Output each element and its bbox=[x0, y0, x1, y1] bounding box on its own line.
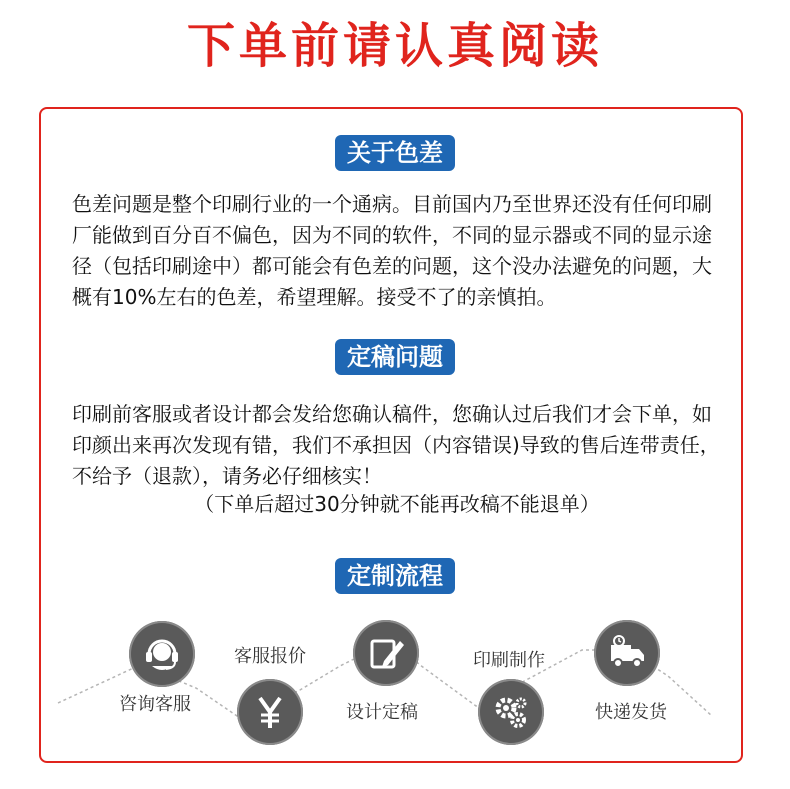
step-label-consult: 咨询客服 bbox=[119, 694, 191, 715]
section-heading-draft: 定稿问题 bbox=[335, 339, 455, 375]
delivery-truck-icon bbox=[594, 620, 660, 686]
edit-icon bbox=[353, 620, 419, 686]
page-title: 下单前请认真阅读 bbox=[186, 18, 603, 74]
draft-text: 印刷前客服或者设计都会发给您确认稿件，您确认过后我们才会下单，如印颜出来再次发现有错，我们不承担因（内容错误)导致的售后连带责任，不给予（退款），请务必仔细核实！ bbox=[72, 402, 720, 488]
section-heading-process: 定制流程 bbox=[335, 558, 455, 594]
step-label-ship: 快递发货 bbox=[595, 702, 667, 723]
draft-note: （下单后超过30分钟就不能再改稿不能退单） bbox=[194, 492, 600, 516]
step-label-print: 印刷制作 bbox=[473, 650, 545, 671]
gears-icon bbox=[478, 679, 544, 745]
headset-icon bbox=[129, 621, 195, 687]
yen-icon bbox=[237, 679, 303, 745]
step-label-design: 设计定稿 bbox=[346, 702, 418, 723]
step-label-quote: 客服报价 bbox=[234, 646, 306, 667]
color-diff-text: 色差问题是整个印刷行业的一个通病。目前国内乃至世界还没有任何印刷厂能做到百分百不偏色，因为不同的软件，不同的显示器或不同的显示途径（包括印刷途中）都可能会有色差的问题，这个没办法避免的问题，大概有10%左右的色差，希望理解。接受不了的亲慎拍。 bbox=[72, 192, 712, 309]
section-heading-color-diff: 关于色差 bbox=[335, 135, 455, 171]
